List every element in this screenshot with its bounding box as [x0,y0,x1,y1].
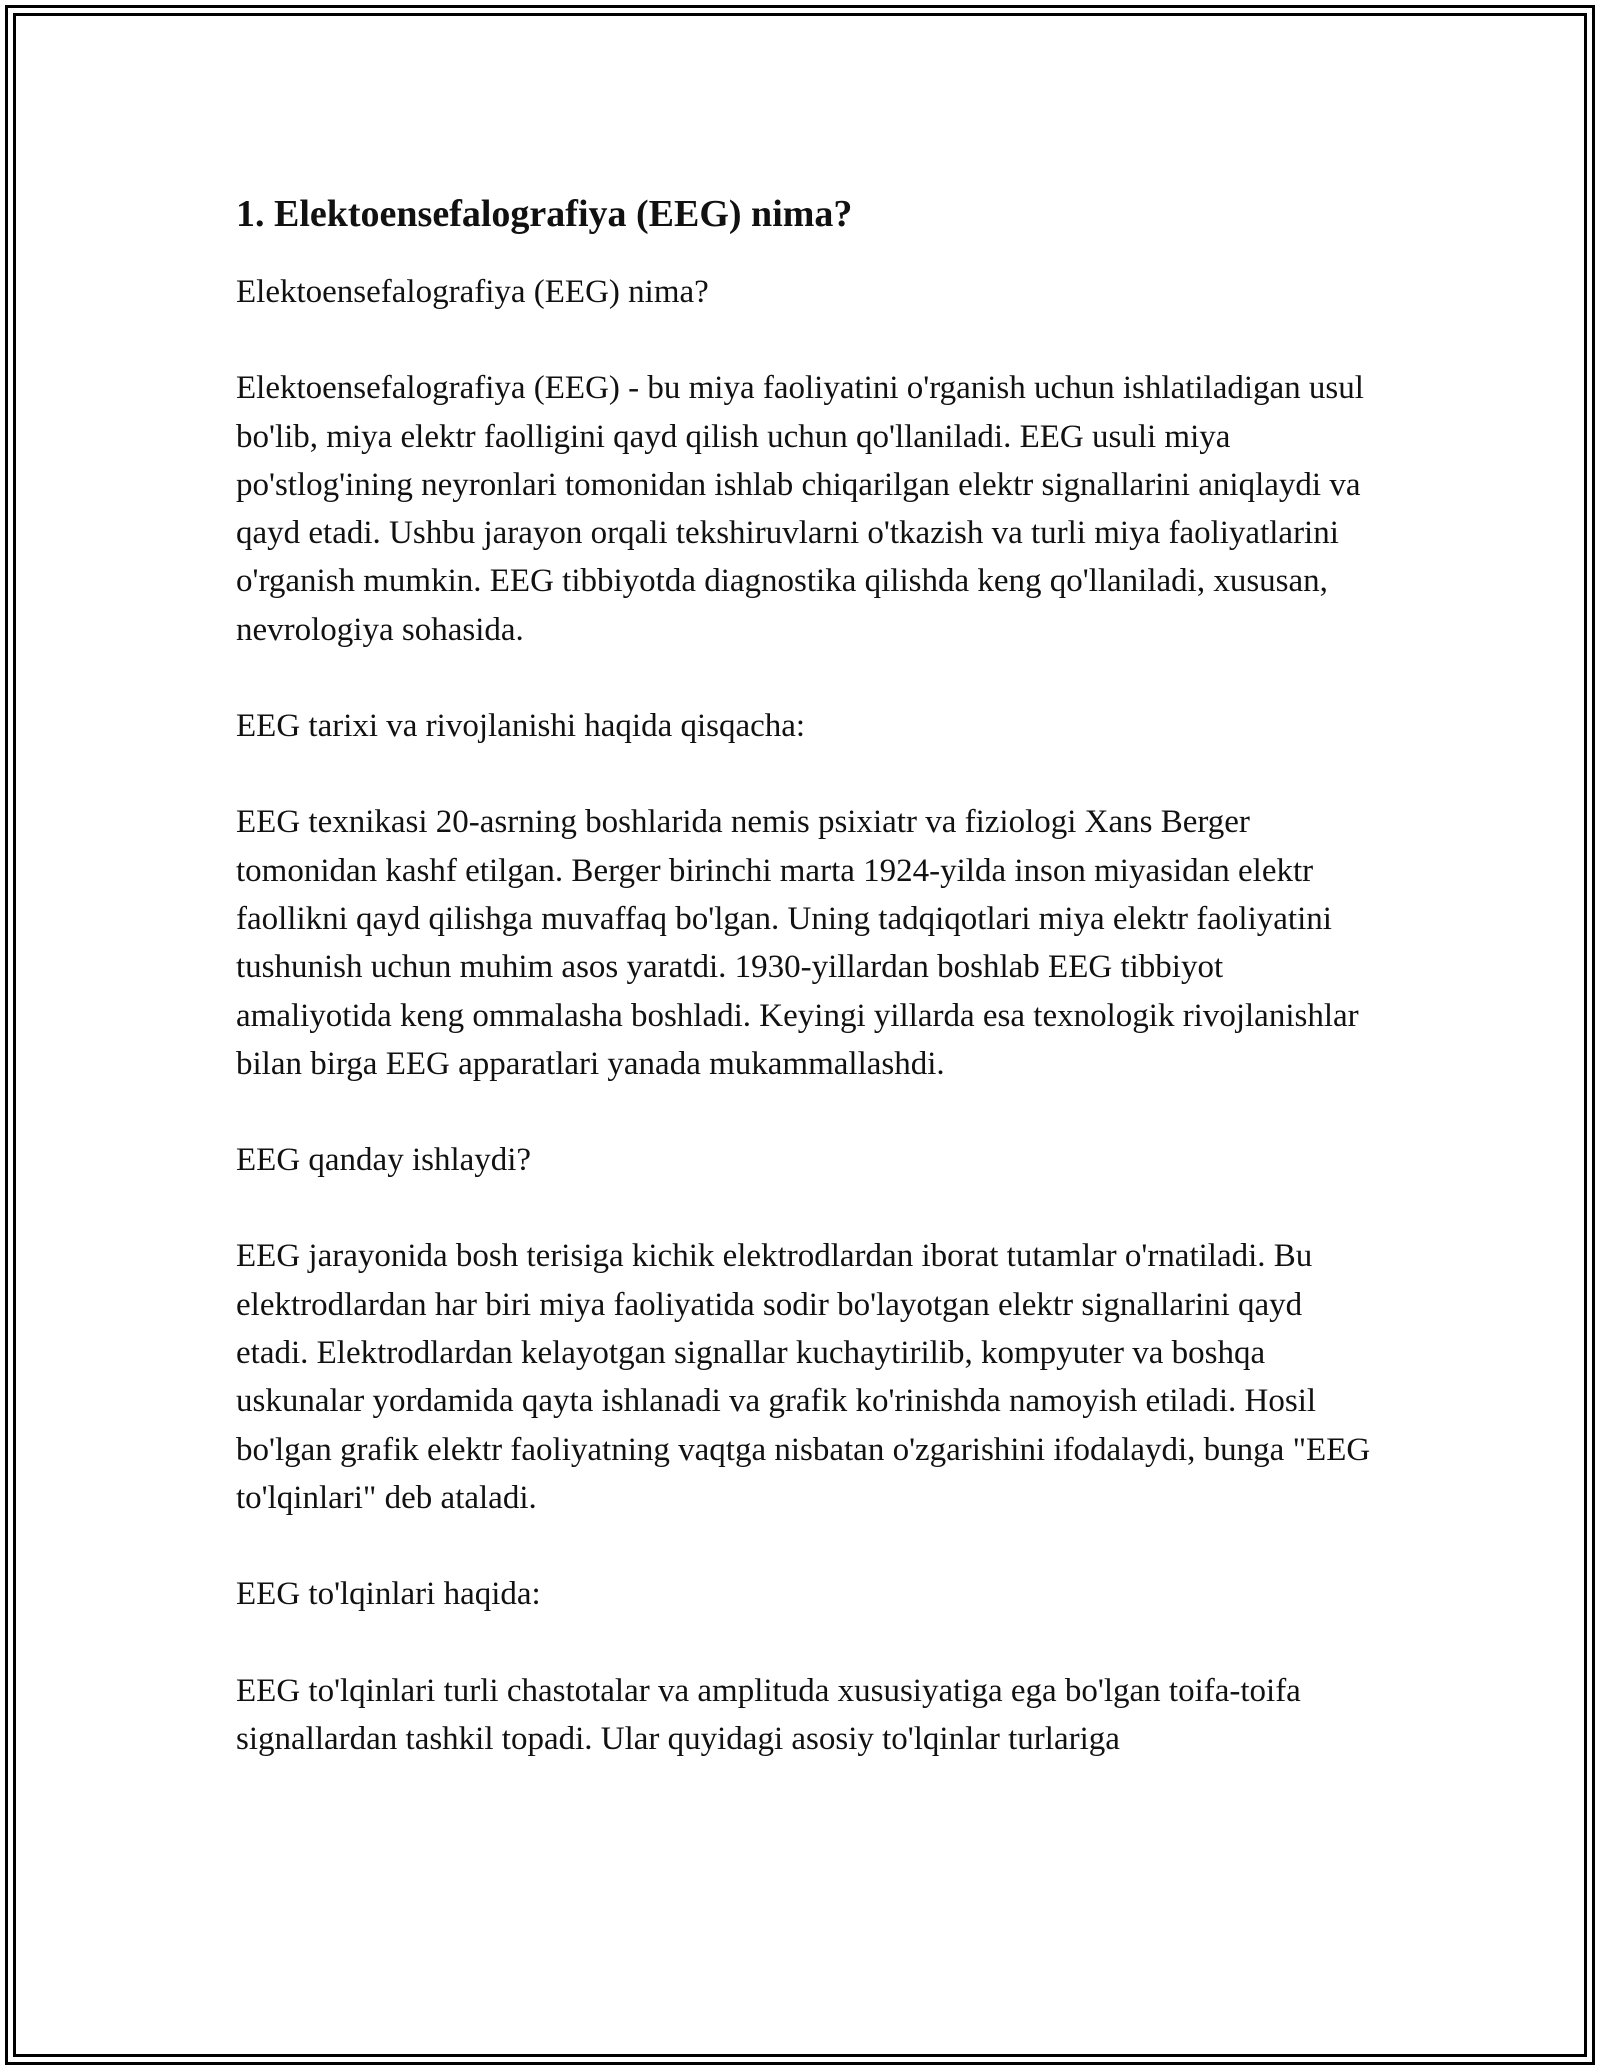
how-it-works-subheading: EEG qanday ishlaydi? [236,1142,532,1179]
waves-paragraph: EEG to'lqinlari turli chastotalar va amplituda xususiyatiga ega bo'lgan toifa-toifa signallardan tashkil topadi. Ular quyidagi asosiy to'lqinlar turlariga [236,1672,1301,1757]
subtitle-paragraph: Elektoensefalografiya (EEG) nima? [236,274,709,310]
waves-subheading: EEG to'lqinlari haqida: [236,1576,541,1613]
history-subheading: EEG tarixi va rivojlanishi haqida qisqacha: [236,708,806,745]
document-body [236,188,1376,1811]
definition-paragraph: Elektoensefalografiya (EEG) - bu miya faoliyatini o'rganish uchun ishlatiladigan usul bo'lib, miya elektr faolligini qayd qilish uchun qo'llaniladi. EEG usuli miya po'stlog'ining neyronlari tomonidan ishlab chiqarilgan elektr signallarini aniqlaydi va qayd etadi. Ushbu jarayon orqali tekshiruvlarni o'tkazish va turli miya faoliyatlarini o'rganish mumkin. EEG tibbiyotda diagnostika qilishda keng qo'llaniladi, xususan, nevrologiya sohasida. [236,370,1364,648]
section-heading: 1. Elektoensefalografiya (EEG) nima? [236,193,853,235]
history-paragraph: EEG texnikasi 20-asrning boshlarida nemis psixiatr va fiziologi Xans Berger tomonidan kashf etilgan. Berger birinchi marta 1924-yilda inson miyasidan elektr faollikni qayd qilishga muvaffaq bo'lgan. Uning tadqiqotlari miya elektr faoliyatini tushunish uchun muhim asos yaratdi. 1930-yillardan boshlab EEG tibbiyot amaliyotida keng ommalasha boshladi. Keyingi yillarda esa texnologik rivojlanishlar bilan birga EEG apparatlari yanada mukammallashdi. [236,804,1359,1082]
how-it-works-paragraph: EEG jarayonida bosh terisiga kichik elektrodlardan iborat tutamlar o'rnatiladi. Bu elektrodlardan har biri miya faoliyatida sodir bo'layotgan elektr signallarini qayd etadi. Elektrodlardan kelayotgan signallar kuchaytirilib, kompyuter va boshqa uskunalar yordamida qayta ishlanadi va grafik ko'rinishda namoyish etiladi. Hosil bo'lgan grafik elektr faoliyatning vaqtga nisbatan o'zgarishini ifodalaydi, bunga "EEG to'lqinlari" deb ataladi. [236,1238,1371,1516]
